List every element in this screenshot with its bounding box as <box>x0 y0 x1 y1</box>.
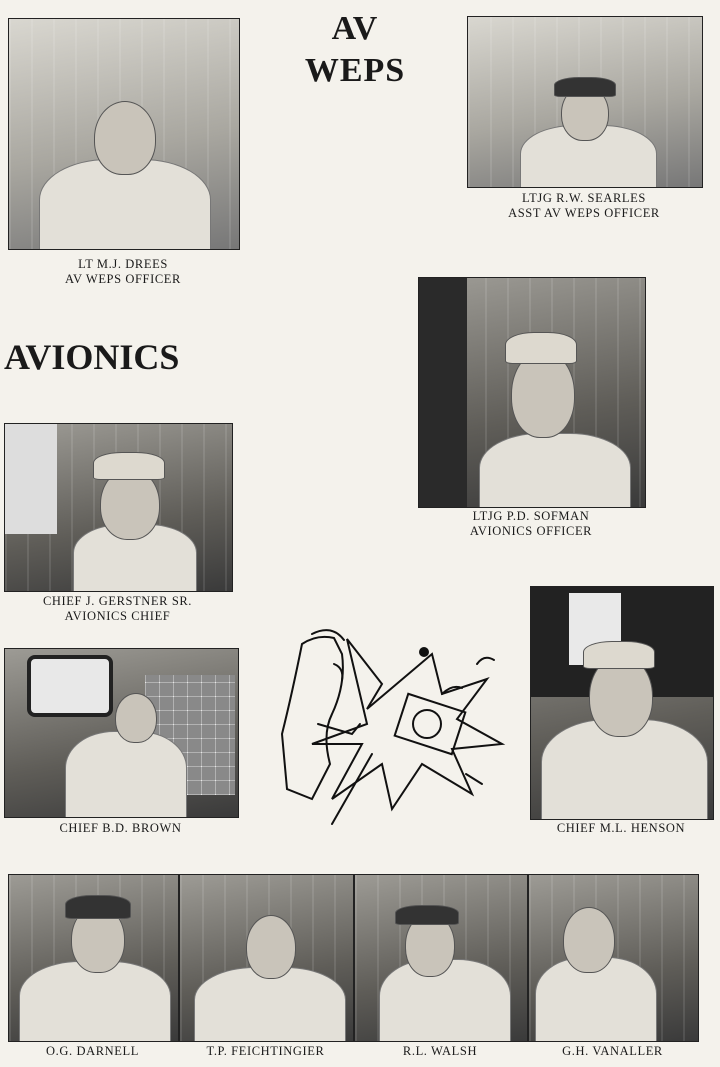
photo-darnell <box>8 874 179 1042</box>
caption-drees <box>8 257 238 287</box>
caption-searles <box>467 191 701 221</box>
caption-gerstner <box>4 594 231 624</box>
caption-name: LTJG P.D. SOFMAN <box>472 509 590 523</box>
photo-henson <box>530 586 714 820</box>
photo-searles <box>467 16 703 188</box>
page-title-line2: WEPS <box>304 52 406 89</box>
photo-brown <box>4 648 239 818</box>
caption-darnell <box>8 1044 177 1059</box>
caption-role: AVIONICS OFFICER <box>469 524 593 538</box>
caption-name: G.H. VANALLER <box>562 1044 663 1058</box>
photo-drees <box>8 18 240 250</box>
caption-feichtingier <box>179 1044 352 1059</box>
caption-name: CHIEF M.L. HENSON <box>556 821 686 835</box>
photo-gerstner <box>4 423 233 592</box>
caption-vanaller <box>528 1044 697 1059</box>
photo-walsh <box>354 874 528 1042</box>
caption-sofman <box>418 509 644 539</box>
caption-name: LT M.J. DREES <box>78 257 168 271</box>
photo-vanaller <box>528 874 699 1042</box>
caption-role: ASST AV WEPS OFFICER <box>508 206 660 220</box>
page-title-line1: AV <box>331 10 379 47</box>
caption-walsh <box>354 1044 526 1059</box>
photo-sofman <box>418 277 646 508</box>
photo-feichtingier <box>179 874 354 1042</box>
caption-name: T.P. FEICHTINGIER <box>206 1044 325 1058</box>
caption-name: O.G. DARNELL <box>46 1044 139 1058</box>
caption-role: AVIONICS CHIEF <box>64 609 171 623</box>
caption-name: R.L. WALSH <box>402 1044 478 1058</box>
cartoon-sketch <box>272 624 512 834</box>
caption-name: LTJG R.W. SEARLES <box>522 191 646 205</box>
caption-henson <box>530 821 712 836</box>
section-title: AVIONICS <box>4 337 180 377</box>
caption-name: CHIEF B.D. BROWN <box>59 821 182 835</box>
caption-brown <box>4 821 237 836</box>
caption-name: CHIEF J. GERSTNER SR. <box>42 594 193 608</box>
caption-role: AV WEPS OFFICER <box>65 272 181 286</box>
